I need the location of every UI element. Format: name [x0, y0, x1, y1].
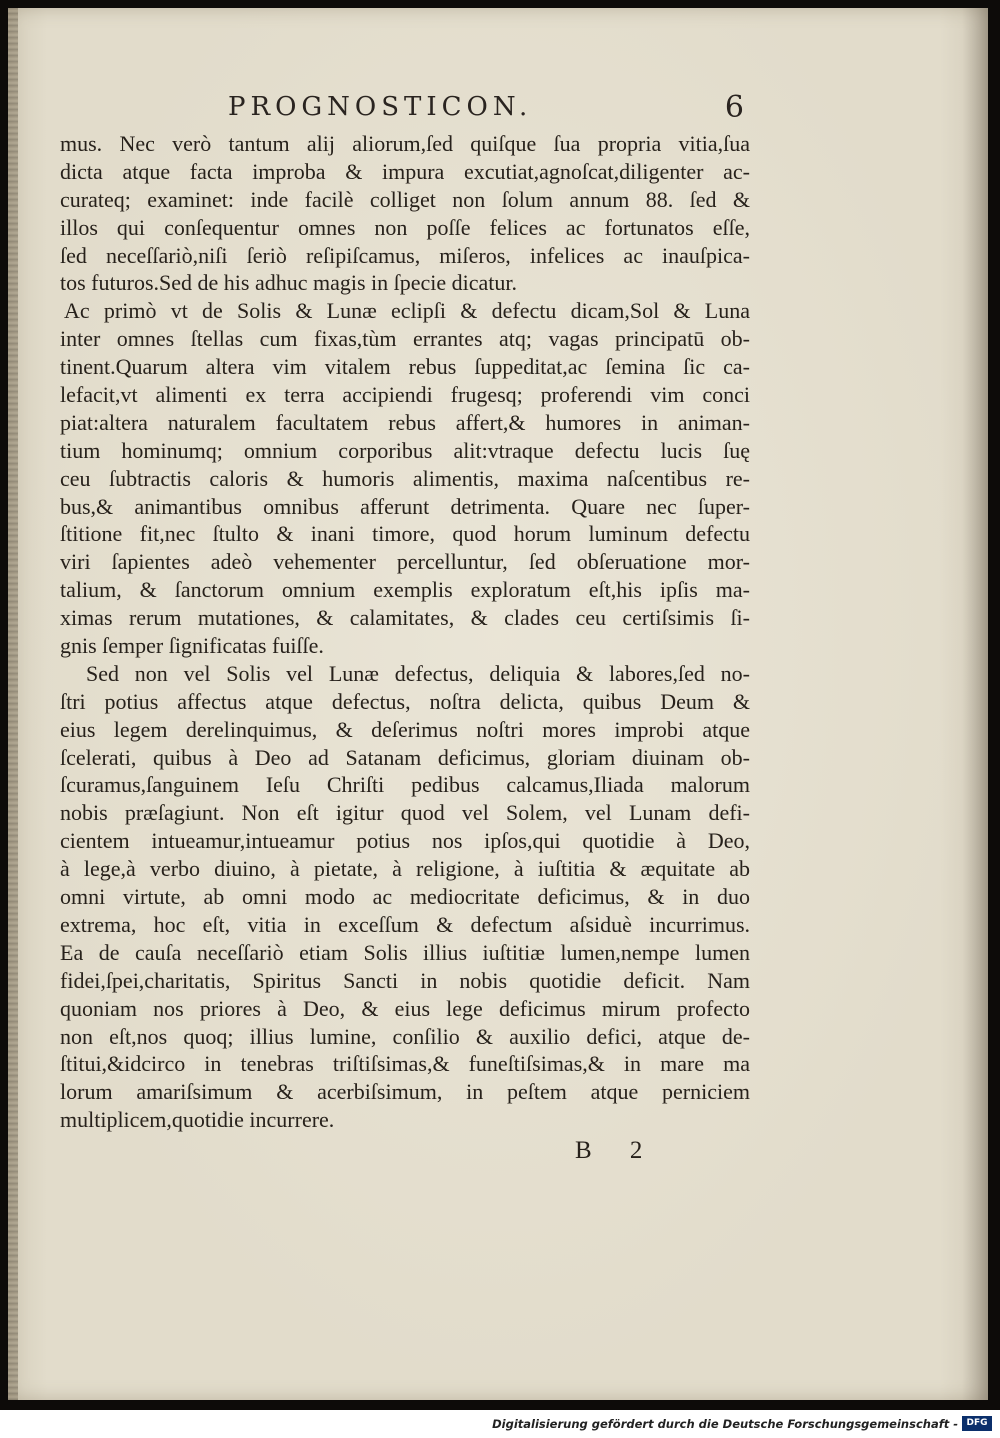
paragraph-start-line: Sed non vel Solis vel Lunæ defectus, deliquia & labores,ſed no-: [86, 660, 750, 686]
text-line: tinent.Quarum altera vim vitalem rebus ſuppeditat,ac ſemina ſic ca-: [60, 354, 750, 380]
text-line: bus,& animantibus omnibus afferunt detrimenta. Quare nec ſuper-: [60, 493, 750, 519]
running-title: PROGNOSTICON.: [228, 92, 533, 122]
text-line: lorum amariſsimum & acerbiſsimum, in peſtem atque perniciem: [60, 1079, 750, 1105]
text-line: lefacit,vt alimenti ex terra accipiendi frugesq; proferendi vim conci: [60, 382, 750, 408]
page-edge-shadow: [962, 8, 988, 1400]
text-line: inter omnes ſtellas cum fixas,tùm errantes atq; vagas principatū ob-: [60, 326, 750, 352]
footer-bar: [0, 1410, 1000, 1438]
dfg-logo-icon: DFG: [962, 1416, 992, 1431]
text-line: tos futuros.Sed de his adhuc magis in ſpecie dicatur.: [60, 270, 518, 296]
text-line: multiplicem,quotidie incurrere.: [60, 1107, 335, 1133]
running-head: [228, 92, 748, 126]
text-line: gnis ſemper ſignificatas fuiſſe.: [60, 633, 324, 659]
text-line: talium, & ſanctorum omnium exemplis exploratum eſt,his ipſis ma-: [60, 577, 750, 603]
text-line: eius legem derelinquimus, & deſerimus noſtri mores improbi atque: [60, 716, 750, 742]
text-line: ſtitui,&idcirco in tenebras triſtiſsimas,& funeſtiſsimas,& in mare ma: [60, 1051, 750, 1077]
text-line: ximas rerum mutationes, & calamitates, & clades ceu certiſsimis ſi-: [60, 605, 750, 631]
text-line: tium hominumq; omnium corporibus alit:vtraque defectu lucis ſuę: [60, 437, 750, 463]
text-line: ſed neceſſariò,niſi ſeriò reſipiſcamus, miſeros, infelices ac inauſpica-: [60, 242, 750, 268]
text-line: à lege,à verbo diuino, à pietate, à religione, à iuſtitia & æquitate ab: [60, 856, 750, 882]
page-number: 6: [724, 90, 744, 125]
text-line: ſtri potius affectus atque defectus, noſtra delicta, quibus Deum &: [60, 688, 750, 714]
body-text: [60, 130, 750, 1134]
paragraph-start-line: Ac primò vt de Solis & Lunæ eclipſi & defectu dicam,Sol & Luna: [64, 298, 750, 324]
text-line: omni virtute, ab omni modo ac mediocritate deficimus, & in duo: [60, 884, 750, 910]
text-line: extrema, hoc eſt, vitia in exceſſum & defectum aſsiduè incurrimus.: [60, 911, 750, 937]
text-line: nobis præſagiunt. Non eſt igitur quod vel Solem, vel Lunam defi-: [60, 800, 750, 826]
funding-credit: Digitalisierung gefördert durch die Deutsche Forschungsgemeinschaft -: [492, 1417, 958, 1431]
text-line: cientem intueamur,intueamur potius nos ipſos,qui quotidie à Deo,: [60, 828, 750, 854]
text-line: fidei,ſpei,charitatis, Spiritus Sancti in nobis quotidie deficit. Nam: [60, 967, 750, 993]
text-line: ceu ſubtractis caloris & humoris alimentis, maxima naſcentibus re-: [60, 465, 750, 491]
text-line: viri ſapientes adeò vehementer percelluntur, ſed obſeruatione mor-: [60, 549, 750, 575]
text-line: non eſt,nos quoq; illius lumine, conſilio & auxilio defici, atque de-: [60, 1023, 750, 1049]
text-line: ſtitione fit,nec ſtulto & inani timore, quod horum luminum defectu: [60, 521, 750, 547]
text-line: dicta atque facta improba & impura excutiat,agnoſcat,diligenter ac-: [60, 158, 750, 184]
text-line: curateq; examinet: inde facilè colliget non ſolum annum 88. ſed &: [60, 186, 750, 212]
text-line: quoniam nos priores à Deo, & eius lege deficimus mirum profecto: [60, 995, 750, 1021]
text-line: Ea de cauſa neceſſariò etiam Solis illius iuſtitiæ lumen,nempe lumen: [60, 939, 750, 965]
text-line: piat:altera naturalem facultatem rebus affert,& humores in animan-: [60, 409, 750, 435]
text-line: ſcelerati, quibus à Deo ad Satanam deficimus, gloriam diuinam ob-: [60, 744, 750, 770]
text-line: mus. Nec verò tantum alij aliorum,ſed quiſque ſua propria vitia,ſua: [60, 131, 750, 156]
signature-mark: B 2: [575, 1137, 659, 1164]
text-line: illos qui conſequentur omnes non poſſe felices ac fortunatos eſſe,: [60, 214, 750, 240]
text-line: ſcuramus,ſanguinem Ieſu Chriſti pedibus calcamus,Iliada malorum: [60, 772, 750, 798]
